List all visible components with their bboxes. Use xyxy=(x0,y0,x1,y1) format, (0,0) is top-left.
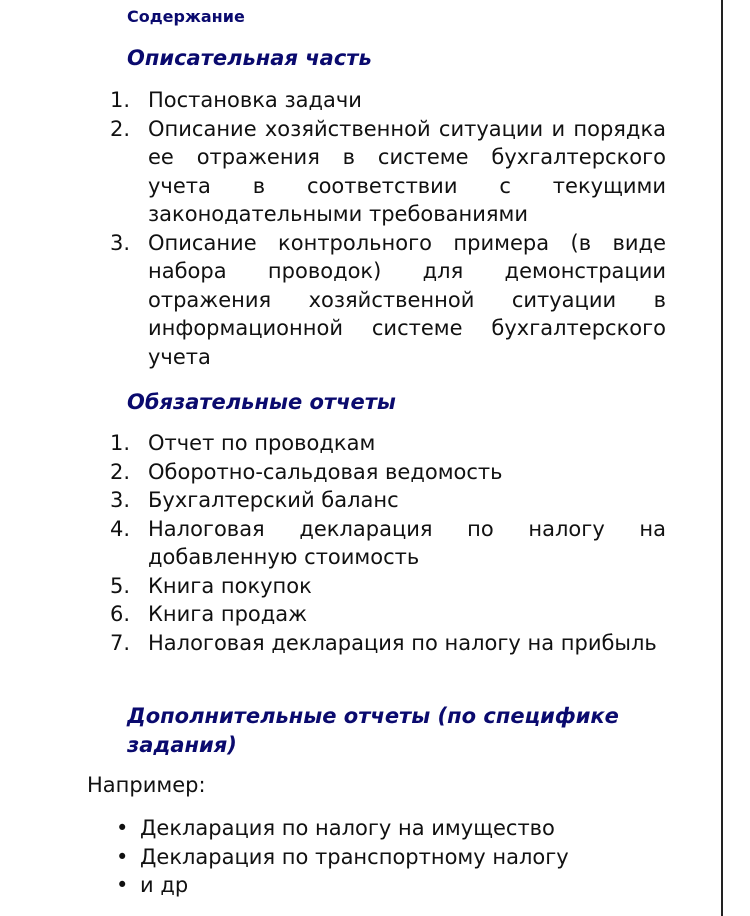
item-text: и др xyxy=(140,873,189,897)
list-item xyxy=(110,572,666,601)
bullet-icon: • xyxy=(116,816,129,840)
item-text: Налоговая декларация по налогу на прибыль xyxy=(148,630,657,655)
list-item xyxy=(110,86,666,115)
item-text: Налоговая декларация по налогу на добавленную стоимость xyxy=(148,516,666,569)
item-number: 7. xyxy=(110,630,131,655)
intro-text: Например: xyxy=(87,773,206,797)
page-margin-area xyxy=(723,0,750,916)
toc-title: Содержание xyxy=(127,7,245,26)
item-text: Бухгалтерский баланс xyxy=(148,488,399,512)
item-number: 4. xyxy=(110,516,131,541)
item-text: Книга покупок xyxy=(148,573,312,598)
item-number: 2. xyxy=(110,459,131,484)
descriptive-list xyxy=(110,86,666,371)
list-item xyxy=(110,486,666,515)
section-heading-mandatory: Обязательные отчеты xyxy=(127,390,396,414)
item-text: Декларация по транспортному налогу xyxy=(140,844,569,869)
list-item xyxy=(115,814,675,843)
bullet-icon: • xyxy=(116,844,129,869)
list-item xyxy=(110,229,666,372)
mandatory-reports-list xyxy=(110,429,666,657)
item-number: 3. xyxy=(110,488,131,512)
item-text: Декларация по налогу на имущество xyxy=(140,816,555,840)
item-number: 6. xyxy=(110,602,131,626)
item-number: 1. xyxy=(110,431,131,455)
list-item xyxy=(110,429,666,458)
list-item xyxy=(115,871,675,900)
item-number: 1. xyxy=(110,88,131,112)
bullet-icon: • xyxy=(116,873,129,897)
item-text: Описание хозяйственной ситуации и порядка ее отражения в системе бухгалтерского учета в соответствии с текущими законодательными требованиями xyxy=(148,116,666,226)
item-number: 2. xyxy=(110,116,131,141)
item-text: Описание контрольного примера (в виде набора проводок) для демонстрации отражения хозяйственной ситуации в информационной системе бухгалтерского учета xyxy=(148,230,666,369)
list-item xyxy=(110,600,666,629)
list-item xyxy=(110,458,666,487)
list-item xyxy=(110,629,666,658)
item-text: Оборотно-сальдовая ведомость xyxy=(148,459,503,484)
item-number: 5. xyxy=(110,573,131,598)
section-heading-additional: Дополнительные отчеты (по специфике задания) xyxy=(127,704,619,757)
item-text: Отчет по проводкам xyxy=(148,431,376,455)
list-item xyxy=(115,843,675,872)
list-item xyxy=(110,515,666,572)
item-number: 3. xyxy=(110,230,131,255)
section-heading-descriptive: Описательная часть xyxy=(127,46,372,70)
item-text: Книга продаж xyxy=(148,602,308,626)
item-text: Постановка задачи xyxy=(148,88,362,112)
additional-reports-list xyxy=(115,814,675,900)
list-item xyxy=(110,115,666,229)
